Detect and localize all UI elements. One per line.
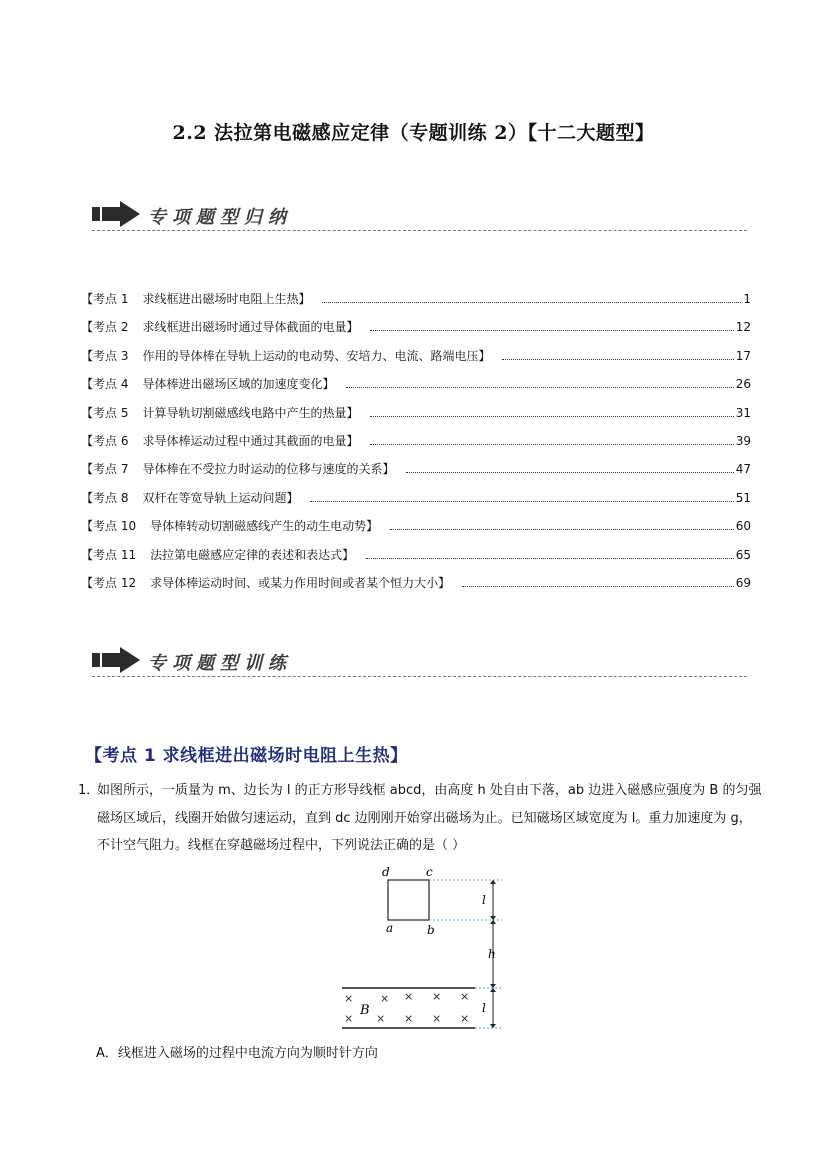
toc-item[interactable] xyxy=(81,433,751,461)
svg-text:×: × xyxy=(460,1012,470,1025)
toc-item-text: 双杆在等宽导轨上运动问题】 xyxy=(142,490,299,505)
label-c: c xyxy=(426,865,433,879)
toc-item[interactable] xyxy=(81,291,751,319)
toc-item-key: 【考点 7 xyxy=(81,462,129,477)
banner-divider xyxy=(92,676,747,677)
toc-leader-dots xyxy=(370,405,733,417)
toc-item-key: 【考点 5 xyxy=(81,405,129,420)
toc-item-page: 26 xyxy=(735,377,751,392)
toc-leader-dots xyxy=(390,518,734,530)
toc-leader-dots xyxy=(502,348,733,360)
toc-item-page: 47 xyxy=(735,462,751,477)
toc-item[interactable] xyxy=(81,319,751,347)
table-of-contents xyxy=(81,291,751,603)
toc-item-text: 导体棒进出磁场区域的加速度变化】 xyxy=(142,377,335,392)
wire-frame xyxy=(388,880,429,920)
toc-item-page: 12 xyxy=(735,320,751,335)
toc-item-page: 1 xyxy=(743,292,751,306)
label-l-top: l xyxy=(482,893,486,907)
label-B: B xyxy=(360,1003,370,1018)
toc-item-text: 导体棒在不受拉力时运动的位移与速度的关系】 xyxy=(142,462,395,477)
toc-item-key: 【考点 2 xyxy=(81,320,129,335)
toc-item-page: 17 xyxy=(735,348,751,363)
toc-leader-dots xyxy=(346,376,733,388)
svg-text:×: × xyxy=(344,992,354,1005)
toc-item-key: 【考点 11 xyxy=(81,547,137,562)
physics-diagram xyxy=(330,864,510,1036)
toc-item-page: 51 xyxy=(735,490,751,505)
toc-item-text: 求导体棒运动时间、或某力作用时间或者某个恒力大小】 xyxy=(150,575,451,590)
toc-leader-dots xyxy=(370,433,733,445)
toc-item[interactable] xyxy=(81,461,751,489)
toc-item-key: 【考点 6 xyxy=(81,433,129,448)
toc-item-key: 【考点 1 xyxy=(81,292,129,306)
toc-leader-dots xyxy=(310,490,733,502)
toc-leader-dots xyxy=(462,575,734,587)
svg-text:×: × xyxy=(432,1012,442,1025)
arrow-icon xyxy=(92,201,140,227)
label-d: d xyxy=(382,865,390,879)
svg-text:×: × xyxy=(376,1012,386,1025)
toc-item-text: 导体棒转动切割磁感线产生的动生电动势】 xyxy=(150,519,379,534)
toc-item[interactable] xyxy=(81,376,751,404)
toc-item-page: 39 xyxy=(735,433,751,448)
toc-item-text: 求线框进出磁场时通过导体截面的电量】 xyxy=(142,320,359,335)
toc-item-key: 【考点 8 xyxy=(81,490,129,505)
toc-item-key: 【考点 3 xyxy=(81,348,129,363)
arrow-icon xyxy=(92,647,140,673)
toc-item-key: 【考点 10 xyxy=(81,519,137,534)
toc-item[interactable] xyxy=(81,518,751,546)
toc-item-key: 【考点 12 xyxy=(81,575,137,590)
svg-text:×: × xyxy=(432,990,442,1003)
toc-item-text: 求线框进出磁场时电阻上生热】 xyxy=(142,292,311,306)
label-a: a xyxy=(386,921,394,935)
toc-item-page: 65 xyxy=(735,547,751,562)
toc-item-text: 作用的导体棒在导轨上运动的电动势、安培力、电流、路端电压】 xyxy=(142,348,491,363)
toc-leader-dots xyxy=(406,461,733,473)
svg-text:×: × xyxy=(404,990,414,1003)
toc-leader-dots xyxy=(370,319,733,331)
toc-item-text: 求导体棒运动过程中通过其截面的电量】 xyxy=(142,433,359,448)
toc-item-page: 60 xyxy=(735,519,751,534)
toc-item[interactable] xyxy=(81,547,751,575)
toc-item[interactable] xyxy=(81,405,751,433)
label-l-bottom: l xyxy=(482,1001,486,1015)
question-number: 1． xyxy=(78,783,100,798)
label-h: h xyxy=(488,947,496,961)
section-banner-summary xyxy=(92,201,747,231)
document-title: 2.2 法拉第电磁感应定律（专题训练 2）【十二大题型】 xyxy=(172,122,655,144)
toc-item-page: 31 xyxy=(735,405,751,420)
toc-item-key: 【考点 4 xyxy=(81,377,129,392)
section-heading: 【考点 1 求线框进出磁场时电阻上生热】 xyxy=(85,746,408,766)
section-banner-training xyxy=(92,647,747,677)
toc-item-text: 法拉第电磁感应定律的表述和表达式】 xyxy=(150,547,355,562)
toc-leader-dots xyxy=(322,291,741,303)
banner-label: 专项题型训练 xyxy=(148,653,292,674)
question-text: 如图所示，一质量为 m、边长为 l 的正方形导线框 abcd，由高度 h 处自由下落，ab 边进入磁感应强度为 B 的匀强磁场区域后，线圈开始做匀速运动，直到 dc 边刚刚开始穿出磁场为止。已知磁场区域宽度为 l。重力加速度为 g，不计空气阻力。线框在穿越磁场过程中，下列说法正确的是（ ） xyxy=(97,783,762,853)
toc-leader-dots xyxy=(366,547,734,559)
toc-item[interactable] xyxy=(81,490,751,518)
toc-item[interactable] xyxy=(81,348,751,376)
svg-text:×: × xyxy=(460,990,470,1003)
svg-text:×: × xyxy=(404,1012,414,1025)
toc-item-text: 计算导轨切割磁感线电路中产生的热量】 xyxy=(142,405,359,420)
toc-item-page: 69 xyxy=(735,575,751,590)
option-a: A．线框进入磁场的过程中电流方向为顺时针方向 xyxy=(96,1046,378,1061)
svg-text:×: × xyxy=(380,992,390,1005)
banner-label: 专项题型归纳 xyxy=(148,207,292,228)
svg-text:×: × xyxy=(344,1012,354,1025)
banner-divider xyxy=(92,230,747,231)
toc-item[interactable] xyxy=(81,575,751,603)
label-b: b xyxy=(427,923,435,937)
